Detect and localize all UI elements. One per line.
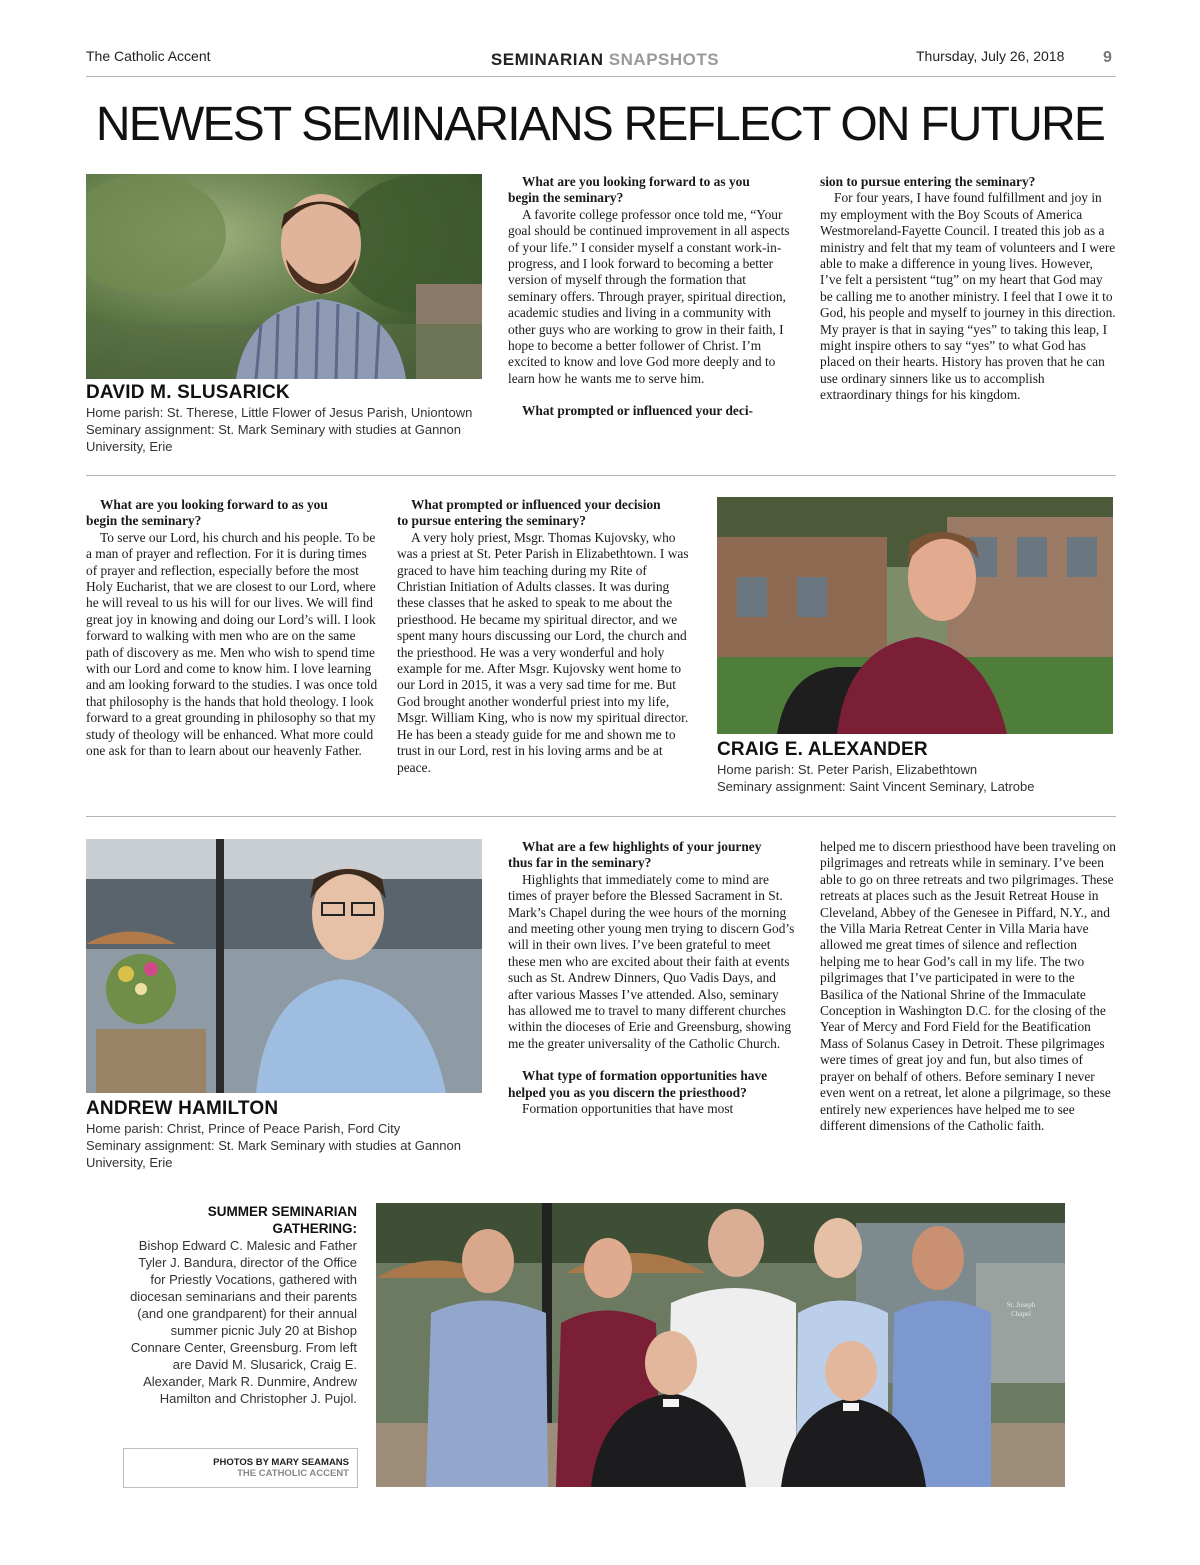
slusarick-question-1-line2: begin the seminary? — [508, 190, 624, 206]
slusarick-home-parish: Home parish: St. Therese, Little Flower of Jesus Parish, Uniontown — [86, 405, 473, 420]
gathering-caption-title — [120, 1203, 357, 1237]
slusarick-question-2-line1: What prompted or influenced your deci- — [522, 403, 753, 419]
alexander-answer-2: A very holy priest, Msgr. Thomas Kujovsky, who was a priest at St. Peter Parish in Elizabethtown. I was graced to have him teaching during my Rite of Christian Initiation of Adults classes. It was during these classes that he asked to speak to me about the priesthood. He became my spiritual director, and we spent many hours discussing our Lord, the church and the priesthood. He was a very wonderful and holy example for me. After Msgr. Kujovsky went home to our Lord in 2015, it was a very sad time for me. But God brought another wonderful priest into my life, Msgr. William King, who is now my spiritual director. He has been a steady guide for me and shown me to trust in our Lord, rest in his loving arms and be at peace. — [397, 529, 689, 775]
alexander-column-2 — [397, 497, 692, 776]
hamilton-seminary-assignment-line2: University, Erie — [86, 1155, 173, 1170]
gathering-title-line2: GATHERING: — [272, 1221, 357, 1236]
issue-date: Thursday, July 26, 2018 — [916, 48, 1065, 64]
alexander-question-2-line1: What prompted or influenced your decision — [411, 497, 661, 512]
alexander-question-2-line2: to pursue entering the seminary? — [397, 513, 586, 529]
slusarick-name: DAVID M. SLUSARICK — [86, 382, 290, 403]
hamilton-question-1-line2: thus far in the seminary? — [508, 855, 652, 871]
alexander-home-parish: Home parish: St. Peter Parish, Elizabethtown — [717, 762, 978, 777]
slusarick-answer-1: A favorite college professor once told me, “Your goal should be continued improvement in all aspects of your life.” I consider myself a constant work-in-progress, and I look forward to becoming a better version of myself through the formation that seminary offers. Through prayer, spiritual direction, academic studies and living in a community with other guys who are working to grow in their faith, I hope to become a better follower of Christ. I’m excited to know and love God more deeply and to learn how he wants me to serve him. — [508, 206, 790, 386]
page-number: 9 — [1103, 49, 1112, 66]
chapel-sign-line2: Chapel — [1011, 1310, 1031, 1318]
gathering-title-line1: SUMMER SEMINARIAN — [207, 1204, 357, 1219]
slusarick-seminary-assignment-line2: University, Erie — [86, 439, 173, 454]
slusarick-column-2 — [820, 174, 1116, 404]
alexander-column-1 — [86, 497, 379, 760]
group-photo — [376, 1203, 1065, 1487]
section-title-main: SEMINARIAN — [490, 50, 604, 69]
alexander-details — [717, 761, 1117, 795]
alexander-question-1-line2: begin the seminary? — [86, 513, 202, 529]
slusarick-question-1-line1: What are you looking forward to as you — [522, 174, 750, 189]
hamilton-seminary-assignment-line1: Seminary assignment: St. Mark Seminary with studies at Gannon — [86, 1138, 461, 1153]
section-divider-1 — [86, 475, 1116, 476]
section-title-sub: SNAPSHOTS — [608, 50, 720, 69]
hamilton-question-2-line2: helped you as you discern the priesthood? — [508, 1084, 747, 1100]
alexander-name: CRAIG E. ALEXANDER — [717, 739, 928, 760]
gathering-caption-text: Bishop Edward C. Malesic and Father Tyler J. Bandura, director of the Office for Priestly Vocations, gathered with diocesan seminarians and their parents (and one grandparent) for their annual summer picnic July 20 at Bishop Connare Center, Greensburg. From left are David M. Slusarick, Craig E. Alexander, Mark R. Dunmire, Andrew Hamilton and Christopher J. Pujol. — [130, 1238, 357, 1406]
slusarick-column-1 — [508, 174, 798, 420]
hamilton-details — [86, 1120, 486, 1171]
hamilton-column-2 — [820, 839, 1116, 1134]
hamilton-home-parish: Home parish: Christ, Prince of Peace Parish, Ford City — [86, 1121, 401, 1136]
hamilton-name: ANDREW HAMILTON — [86, 1098, 279, 1119]
slusarick-seminary-assignment-line1: Seminary assignment: St. Mark Seminary with studies at Gannon — [86, 422, 461, 437]
slusarick-photo — [86, 174, 482, 379]
photo-credit-outlet: THE CATHOLIC ACCENT — [237, 1468, 349, 1479]
alexander-seminary-assignment: Seminary assignment: Saint Vincent Seminary, Latrobe — [717, 779, 1035, 794]
section-divider-2 — [86, 816, 1116, 817]
hamilton-answer-1: Highlights that immediately come to mind are times of prayer before the Blessed Sacrament in St. Mark’s Chapel during the wee hours of the morning and meeting other young men trying to discern God’s will in their own lives. I’ve been grateful to meet these men who are excited about their faith at events such as St. Andrew Dinners, Quo Vadis Days, and after various Masses I’ve attended. Also, seminary has allowed me to travel to many different churches within the dioceses of Erie and Greensburg, showing me the greater universality of the Catholic Church. — [508, 871, 795, 1051]
hamilton-question-1-line1: What are a few highlights of your journey — [522, 839, 762, 854]
hamilton-column-1 — [508, 839, 798, 1118]
slusarick-details — [86, 404, 486, 455]
hamilton-photo — [86, 839, 482, 1093]
alexander-answer-1: To serve our Lord, his church and his people. To be a man of prayer and reflection. For it is during times of prayer and reflection, especially before the most Holy Eucharist, that we are closest to our Lord, where he will reveal to us his will for our lives. We will find great joy in knowing and doing our Lord’s will. I look forward to walking with men who are on the same path of discovery as me. Men who wish to spend time with our Lord and come to know him. I love learning and am looking forward to the studies. I was once told that philosophy is the hands that hold theology. I look forward to a great grounding in philosophy so that my study of theology will be enhanced. What more could one ask for than to learn about our heavenly Father. — [86, 529, 378, 759]
hamilton-question-2-line1: What type of formation opportunities have — [522, 1068, 768, 1084]
slusarick-question-2-line2: sion to pursue entering the seminary? — [820, 174, 1036, 189]
publication-name: The Catholic Accent — [86, 48, 211, 64]
page-headline: NEWEST SEMINARIANS REFLECT ON FUTURE — [95, 98, 1105, 151]
photo-credit: PHOTOS BY MARY SEAMANS — [213, 1457, 349, 1468]
slusarick-answer-2: For four years, I have found fulfillment and joy in my employment with the Boy Scouts of America Westmoreland-Fayette Council. I treated this job as a ministry and felt that my team of volunteers and I were able to make a difference in young lives. However, I’ve felt a persistent “tug” on my heart that God may be calling me to another ministry. I feel that I owe it to God, his people and myself to journey in this direction. My prayer is that in saying “yes” to taking this leap, I might inspire others to say “yes” to what God has placed on their hearts. History has proven that he can use ordinary sinners like us to accomplish extraordinary things for his kingdom. — [820, 190, 1116, 403]
photo-credit-box — [123, 1448, 358, 1488]
chapel-sign-line1: St. Joseph — [1006, 1301, 1036, 1309]
header-rule — [86, 76, 1116, 77]
alexander-question-1-line1: What are you looking forward to as you — [100, 497, 328, 512]
hamilton-answer-2-start: Formation opportunities that have most — [522, 1101, 734, 1117]
hamilton-answer-2-continued: helped me to discern priesthood have been traveling on pilgrimages and retreats while in seminary. I’ve been able to go on three retreats and two pilgrimages. These retreats at places such as the Jesuit Retreat House in Cleveland, Abbey of the Genesee in Piffard, N.Y., and the Villa Maria Retreat Center in Villa Maria have allowed me great times of silence and reflection helping me to hear God’s call in my life. The two pilgrimages that I’ve participated in were to the Basilica of the National Shrine of the Immaculate Conception in Washington D.C. for the closing of the Year of Mercy and Ford Field for the Beatification Mass of Solanus Casey in Detroit. These pilgrimages were times of great joy and fun, but also times of prayer on behalf of others. Before seminary I never even went on a retreat, let alone a pilgrimage, so these entirely new experiences have helped me to see different dimensions of the Catholic faith. — [820, 839, 1116, 1133]
alexander-photo — [717, 497, 1113, 734]
